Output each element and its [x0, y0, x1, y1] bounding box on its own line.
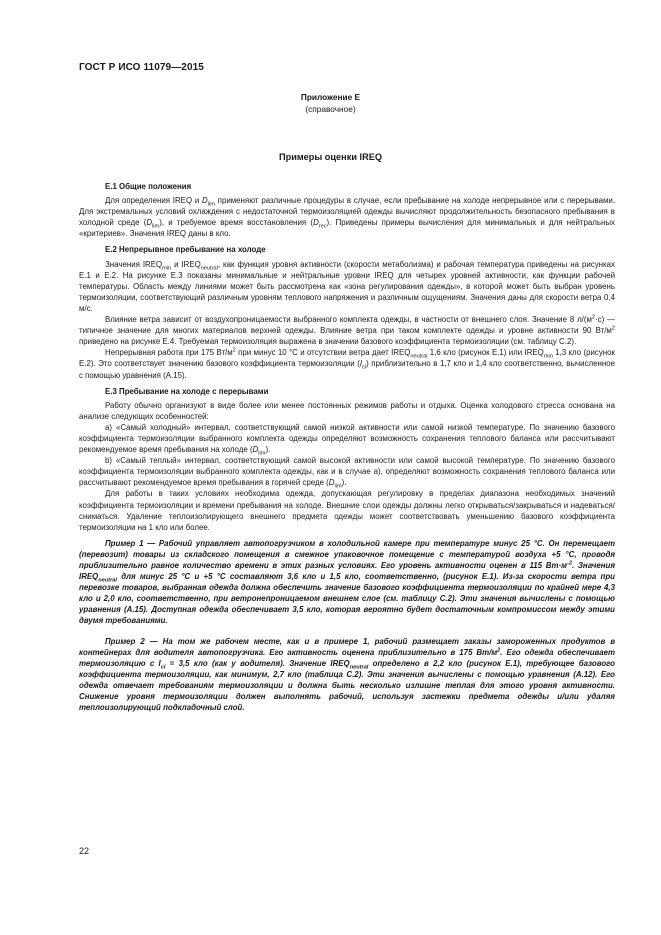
example-1 [79, 538, 615, 627]
section-e3 [79, 386, 615, 533]
paragraph: Для определения IREQ и $D_{lim}$ применяют различные процедуры в случае, если пребывание на холоде непрерывное или с перерывами. Для экстремальных условий охлаждения с недостаточной термоизоляцией одежды вычисляют продолжительность безопасного пребывания в холодной среде $(D_{lim})$, и требуемое время восстановления $(D_{rec})$. Приведены примеры вычисления для минимальных и для нейтральных «критериев». Значения IREQ даны в кло. [79, 196, 616, 239]
example-2 [79, 636, 615, 714]
annex-heading [0, 91, 661, 115]
annex-subtitle: (справочное) [305, 104, 356, 114]
paragraph: Значения $IREQ_{min}$ и $IREQ_{neutral}$, как функция уровня активности (скорости метаболизма) и рабочая температура приведены на рисунках Е.1 и Е.2. На рисунке Е.3 показаны минимальные и нейтральные уровни IREQ для четырех уровней активности, как функции рабочей температуры. Область между линиями может быть рассмотрена как «зона регулирования одежды», в которой может быть выбран уровень термоизоляции, соответствующий различным уровням теплового напряжения и различным ощущениям. Значения даны для скорости ветра 0,4 м/с. [79, 259, 615, 313]
paragraph: Влияние ветра зависит от воздухопроницаемости выбранного комплекта одежды, в частности от внешнего слоя. Значение 8 $л/(м^2\cdot с)$ — типичное значение для многих материалов верхней одежды. Влияние ветра при таком комплекте одежды и уровне активности 90 $Вт/м^2$ приведено на рисунке Е.4. Требуемая термоизоляция выражена в значении базового коэффициента термоизоляции (см. таблицу С.2). [79, 314, 615, 347]
list-item-a: a) «Самый холодный» интервал, соответствующий самой низкой активности или самой низкой температуре. По значению базового коэффициента термоизоляции выбранного комплекта одежды определяют возможность сохранения теплового баланса или рассчитывают рекомендуемое время пребывания на холоде $(D_{lim})$. [79, 422, 615, 457]
example-text: Пример 2 — На том же рабочем месте, как и в примере 1, рабочий размещает заказы замороженных продуктов в контейнерах для водителя автопогрузчика. Его активность оценена приблизительно в 175 $Вт/м^2$. Его одежда обеспечивает термоизоляцию с $I_{cl} = 3,5$ кло (как у водителя). Значение $IREQ_{neutral}$ определено в 2,2 кло (рисунок Е.1), требующее базового коэффициента термоизоляции, как минимум, 2,7 кло (таблица С.2). Эти значения вычислены с помощью уравнения (А.12). Его одежда отвечает требованиям термоизоляции и должна быть несколько излишне теплая для этого уровня активности. Снижение уровня термоизоляции должен выполнять рабочий, используя застежки предмета одежды и/или удаляя теплоизолирующий подкладочный слой. [79, 636, 615, 713]
annex-title: Приложение Е [300, 92, 361, 102]
section-e2 [79, 244, 615, 380]
section-heading: Е.3 Пребывание на холоде с перерывами [105, 386, 269, 396]
document-body [79, 181, 615, 722]
section-heading: Е.1 Общие положения [105, 182, 192, 191]
section-heading: Е.2 Непрерывное пребывание на холоде [105, 245, 266, 255]
main-title: Примеры оценки IREQ [279, 152, 382, 162]
paragraph: Непрерывная работа при 175 $Вт/м^2$ при минус 10 °С и отсутствии ветра дает $IREQ_{neutral}$ 1,6 кло (рисунок Е.1) или $IREQ_{min}$ 1,3 кло (рисунок Е.2). Это соответствует значению базового коэффициента термоизоляции $(I_{cl})$ приблизительно в 1,7 кло и 1,4 кло соответственно, вычисленное с помощью уравнения (А.15). [79, 347, 616, 380]
section-e1 [79, 181, 615, 239]
list-item-b: b) «Самый теплый» интервал, соответствующий самой высокой активности или самой высокой температуре. По значению базового коэффициента термоизоляции выбранного комплекта одежды, как и в случае а), определяют возможность сохранения теплового баланса или рассчитывают рекомендуемое время пребывания в горячей среде $(D_{lim})$. [79, 456, 615, 490]
paragraph: Для работы в таких условиях необходима одежда, допускающая регулировку в пределах диапазона необходимых значений коэффициента термоизоляции и времени пребывания на холоде. Внешние слои одежды должны легко открываться/закрываться и надеваться/сниматься. Удаление теплоизолирующего внешнего предмета одежды может соответствовать уменьшению базового коэффициента термоизоляции на 1 кло или более. [79, 489, 615, 532]
paragraph: Работу обычно организуют в виде более или менее постоянных режимов работы и отдыха. Оценка холодового стресса основана на анализе следующих особенностей: [79, 400, 615, 421]
page-number: 22 [79, 846, 90, 856]
example-text: Пример 1 — Рабочий управляет автопогрузчиком в холодильной камере при температуре минус 25 °С. Он перемещает (перевозит) товары из складского помещения в смежное упаковочное помещение с температурой воздуха +5 °С, проводя приблизительно равное количество времени в этих разных условиях. Его уровень активности оценен в 115 $Вт\cdot м^{-2}$. Значения $IREQ_{neutral}$ для минус 25 °С и +5 °С составляют 3,6 кло и 1,5 кло, соответственно, (рисунок Е.1). Из-за скорости ветра при перевозке товаров, выбранная одежда должна обеспечить значение базового коэффициента термоизоляции по крайней мере 4,3 кло и 2,0 кло, соответственно, при ветронепроницаемом внешнем слое (см. таблицу С.2). Эти значения вычислены с помощью уравнения (А.15). Доступная одежда обеспечивает 3,5 кло, которая вероятно будет достаточным компромиссом между этими двумя требованиями. [79, 538, 616, 626]
document-header: ГОСТ Р ИСО 11079—2015 [79, 62, 204, 73]
